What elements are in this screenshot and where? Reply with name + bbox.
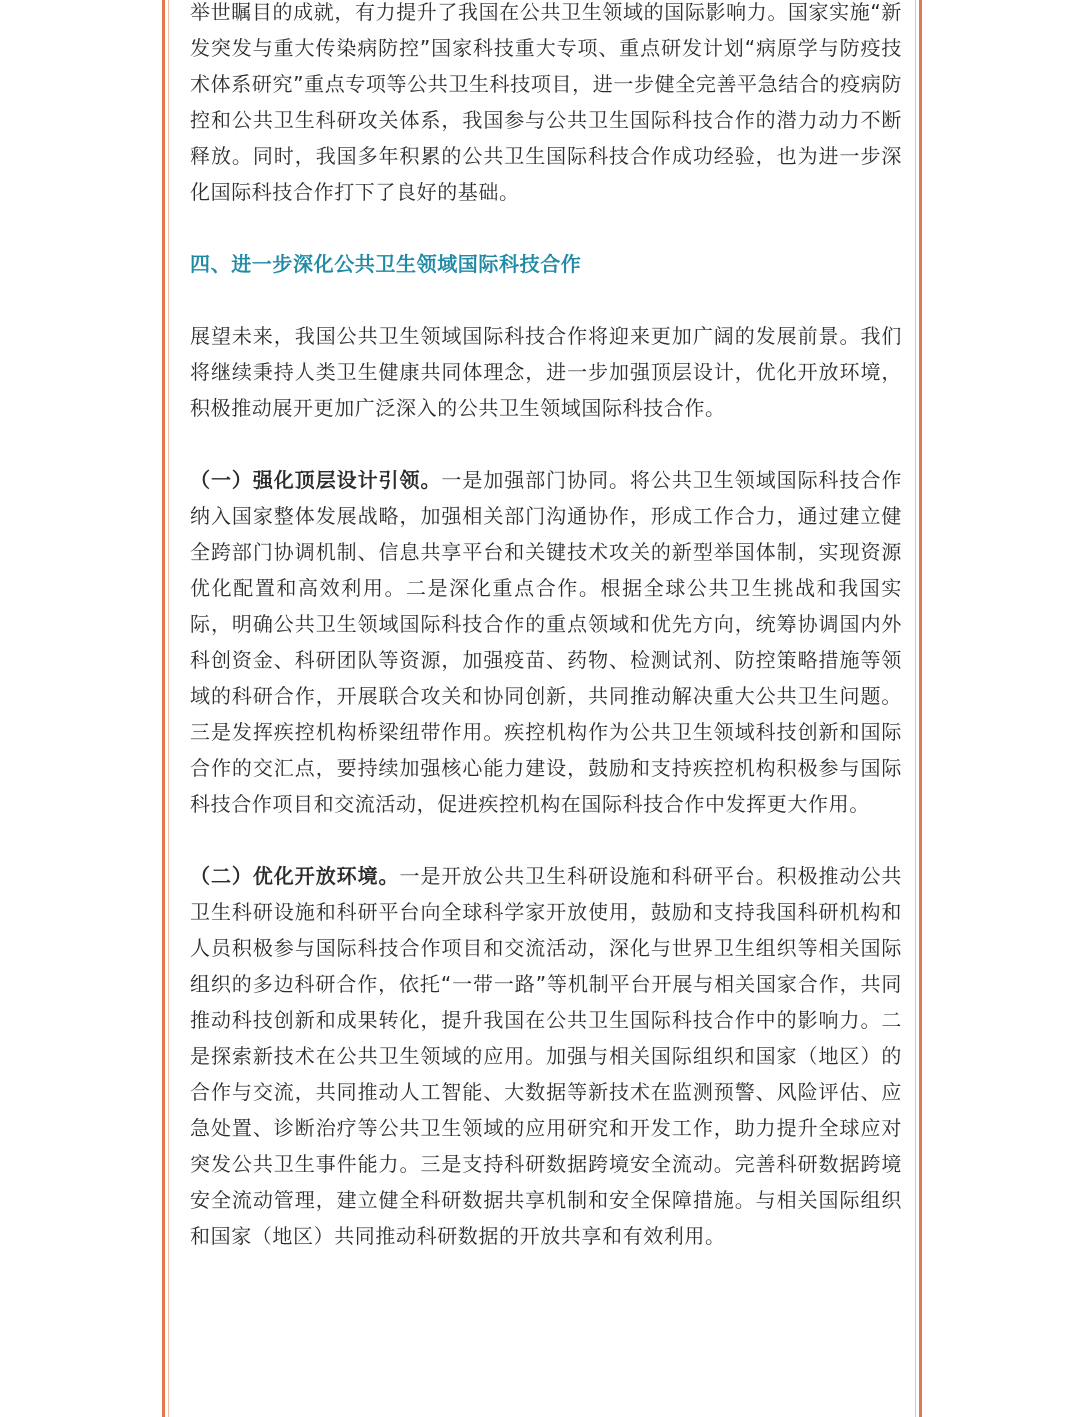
spacer bbox=[190, 282, 902, 318]
subheading-open-env: （二）优化开放环境。 bbox=[190, 864, 400, 888]
spacer bbox=[190, 426, 902, 462]
section-heading: 四、进一步深化公共卫生领域国际科技合作 bbox=[190, 252, 582, 276]
paragraph-top-design-body: 一是加强部门协同。将公共卫生领域国际科技合作纳入国家整体发展战略，加强相关部门沟通协作，形成工作合力，通过建立健全跨部门协调机制、信息共享平台和关键技术攻关的新型举国体制，实现资源优化配置和高效利用。二是深化重点合作。根据全球公共卫生挑战和我国实际，明确公共卫生领域国际科技合作的重点领域和优先方向，统筹协调国内外科创资金、科研团队等资源，加强疫苗、药物、检测试剂、防控策略措施等领域的科研合作，开展联合攻关和协同创新，共同推动解决重大公共卫生问题。三是发挥疾控机构桥梁纽带作用。疾控机构作为公共卫生领域科技创新和国际合作的交汇点，要持续加强核心能力建设，鼓励和支持疾控机构积极参与国际科技合作项目和交流活动，促进疾控机构在国际科技合作中发挥更大作用。 bbox=[190, 468, 902, 816]
paragraph-open-env-body: 一是开放公共卫生科研设施和科研平台。积极推动公共卫生科研设施和科研平台向全球科学家开放使用，鼓励和支持我国科研机构和人员积极参与国际科技合作项目和交流活动，深化与世界卫生组织等相关国际组织的多边科研合作，依托“一带一路”等机制平台开展与相关国家合作，共同推动科技创新和成果转化，提升我国在公共卫生国际科技合作中的影响力。二是探索新技术在公共卫生领域的应用。加强与相关国际组织和国家（地区）的合作与交流，共同推动人工智能、大数据等新技术在监测预警、风险评估、应急处置、诊断治疗等公共卫生领域的应用研究和开发工作，助力提升全球应对突发公共卫生事件能力。三是支持科研数据跨境安全流动。完善科研数据跨境安全流动管理，建立健全科研数据共享机制和安全保障措施。与相关国际组织和国家（地区）共同推动科研数据的开放共享和有效利用。 bbox=[190, 864, 902, 1248]
paragraph-outlook: 展望未来，我国公共卫生领域国际科技合作将迎来更加广阔的发展前景。我们将继续秉持人类卫生健康共同体理念，进一步加强顶层设计，优化开放环境，积极推动展开更加广泛深入的公共卫生领域国际科技合作。 bbox=[190, 324, 902, 420]
paragraph-open-env bbox=[190, 858, 902, 1254]
paragraph-top-design bbox=[190, 462, 902, 822]
spacer bbox=[190, 210, 902, 246]
subheading-top-design: （一）强化顶层设计引领。 bbox=[190, 468, 442, 492]
paragraph-intro: 举世瞩目的成就，有力提升了我国在公共卫生领域的国际影响力。国家实施“新发突发与重大传染病防控”国家科技重大专项、重点研发计划“病原学与防疫技术体系研究”重点专项等公共卫生科技项目，进一步健全完善平急结合的疫病防控和公共卫生科研攻关体系，我国参与公共卫生国际科技合作的潜力动力不断释放。同时，我国多年积累的公共卫生国际科技合作成功经验，也为进一步深化国际科技合作打下了良好的基础。 bbox=[190, 0, 902, 204]
article-content bbox=[190, 0, 902, 1254]
article-frame bbox=[162, 0, 922, 1417]
spacer bbox=[190, 822, 902, 858]
